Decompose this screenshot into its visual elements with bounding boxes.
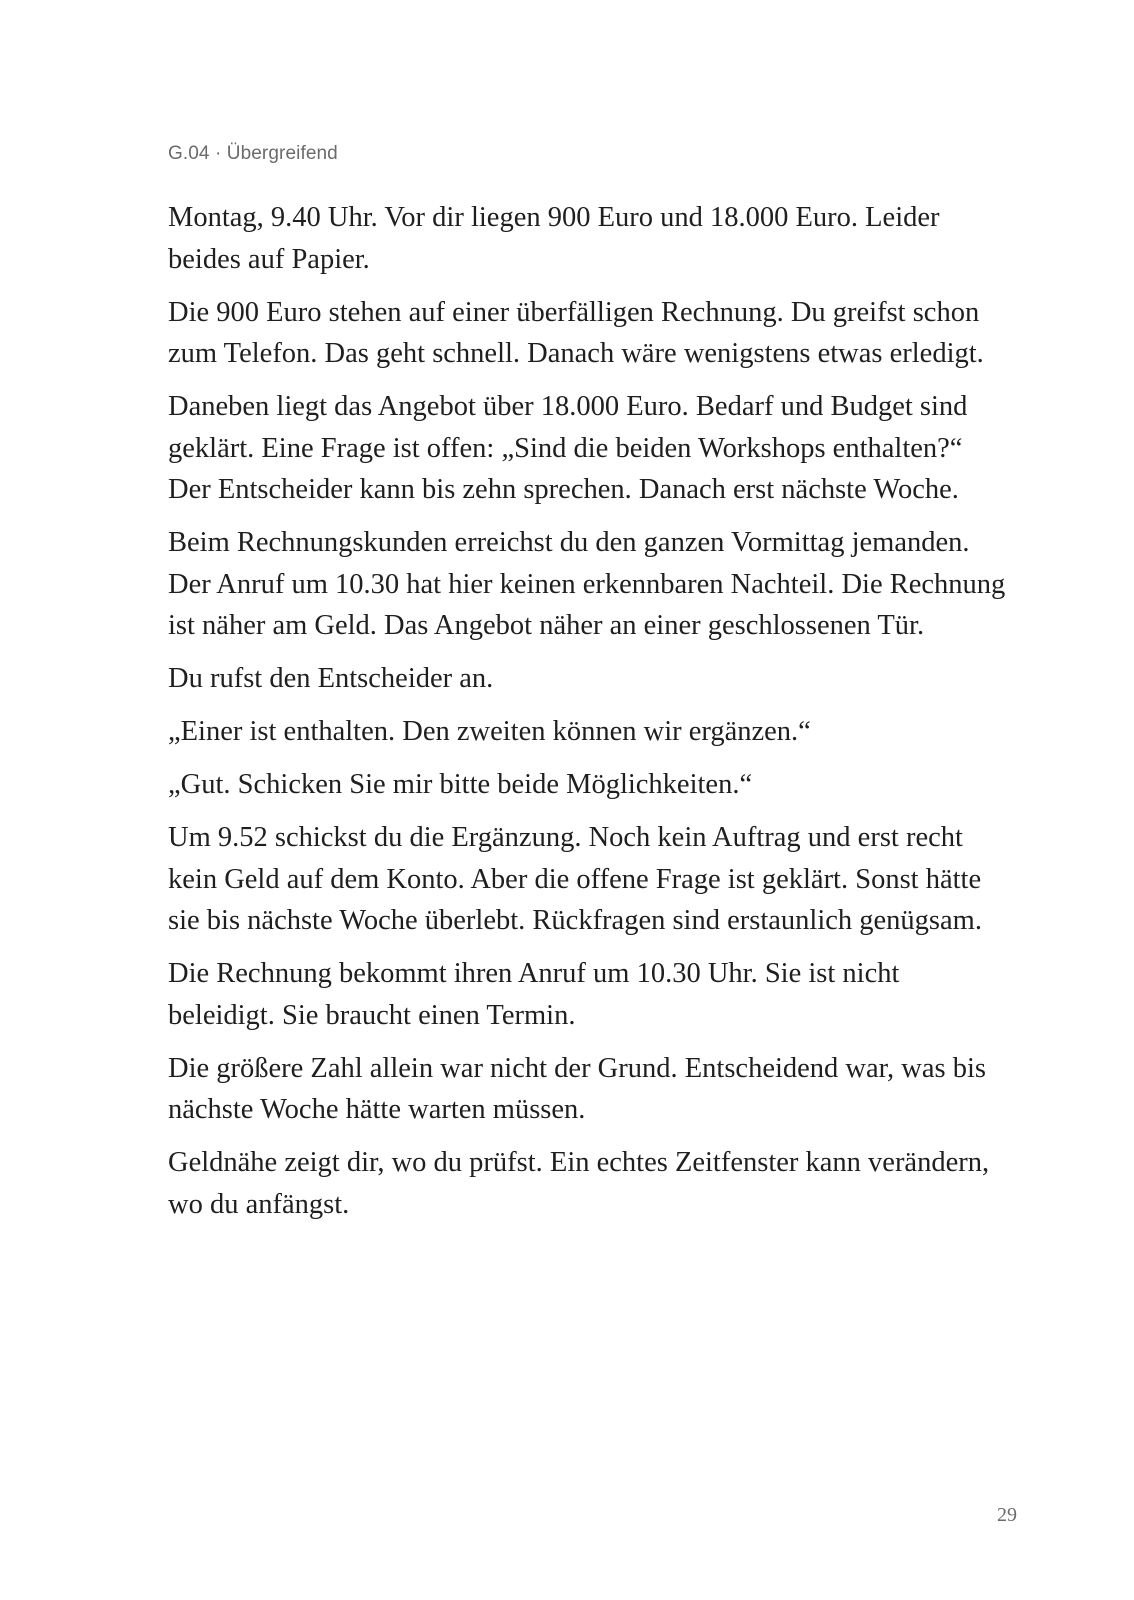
paragraph: Die größere Zahl allein war nicht der Grund. Entscheidend war, was bis nächste Woche hätte warten müssen. [168, 1052, 986, 1125]
section-header: G.04 · Übergreifend [168, 143, 338, 164]
paragraph: Du rufst den Entscheider an. [168, 663, 494, 694]
paragraph: „Einer ist enthalten. Den zweiten können wir ergänzen.“ [168, 716, 811, 747]
body-text [168, 197, 1008, 1237]
page-number: 29 [997, 1504, 1017, 1526]
paragraph: Die Rechnung bekommt ihren Anruf um 10.30 Uhr. Sie ist nicht beleidigt. Sie braucht einen Termin. [168, 958, 900, 1031]
paragraph: „Gut. Schicken Sie mir bitte beide Möglichkeiten.“ [168, 769, 753, 800]
paragraph: Die 900 Euro stehen auf einer überfälligen Rechnung. Du greifst schon zum Telefon. Das geht schnell. Danach wäre wenigstens etwas erledigt. [168, 296, 984, 369]
paragraph: Daneben liegt das Angebot über 18.000 Euro. Bedarf und Budget sind geklärt. Eine Frage ist offen: „Sind die beiden Workshops enthalten?“ Der Entscheider kann bis zehn sprechen. Danach erst nächste Woche. [168, 391, 968, 505]
paragraph: Montag, 9.40 Uhr. Vor dir liegen 900 Euro und 18.000 Euro. Leider beides auf Papier. [168, 202, 940, 275]
paragraph: Beim Rechnungskunden erreichst du den ganzen Vormittag jemanden. Der Anruf um 10.30 hat hier keinen erkennbaren Nachteil. Die Rechnung ist näher am Geld. Das Angebot näher an einer geschlossenen Tür. [168, 527, 1006, 641]
paragraph: Geldnähe zeigt dir, wo du prüfst. Ein echtes Zeitfenster kann verändern, wo du anfängst. [168, 1147, 990, 1220]
paragraph: Um 9.52 schickst du die Ergänzung. Noch kein Auftrag und erst recht kein Geld auf dem Konto. Aber die offene Frage ist geklärt. Sonst hätte sie bis nächste Woche überlebt. Rückfragen sind erstaunlich genügsam. [168, 822, 982, 936]
